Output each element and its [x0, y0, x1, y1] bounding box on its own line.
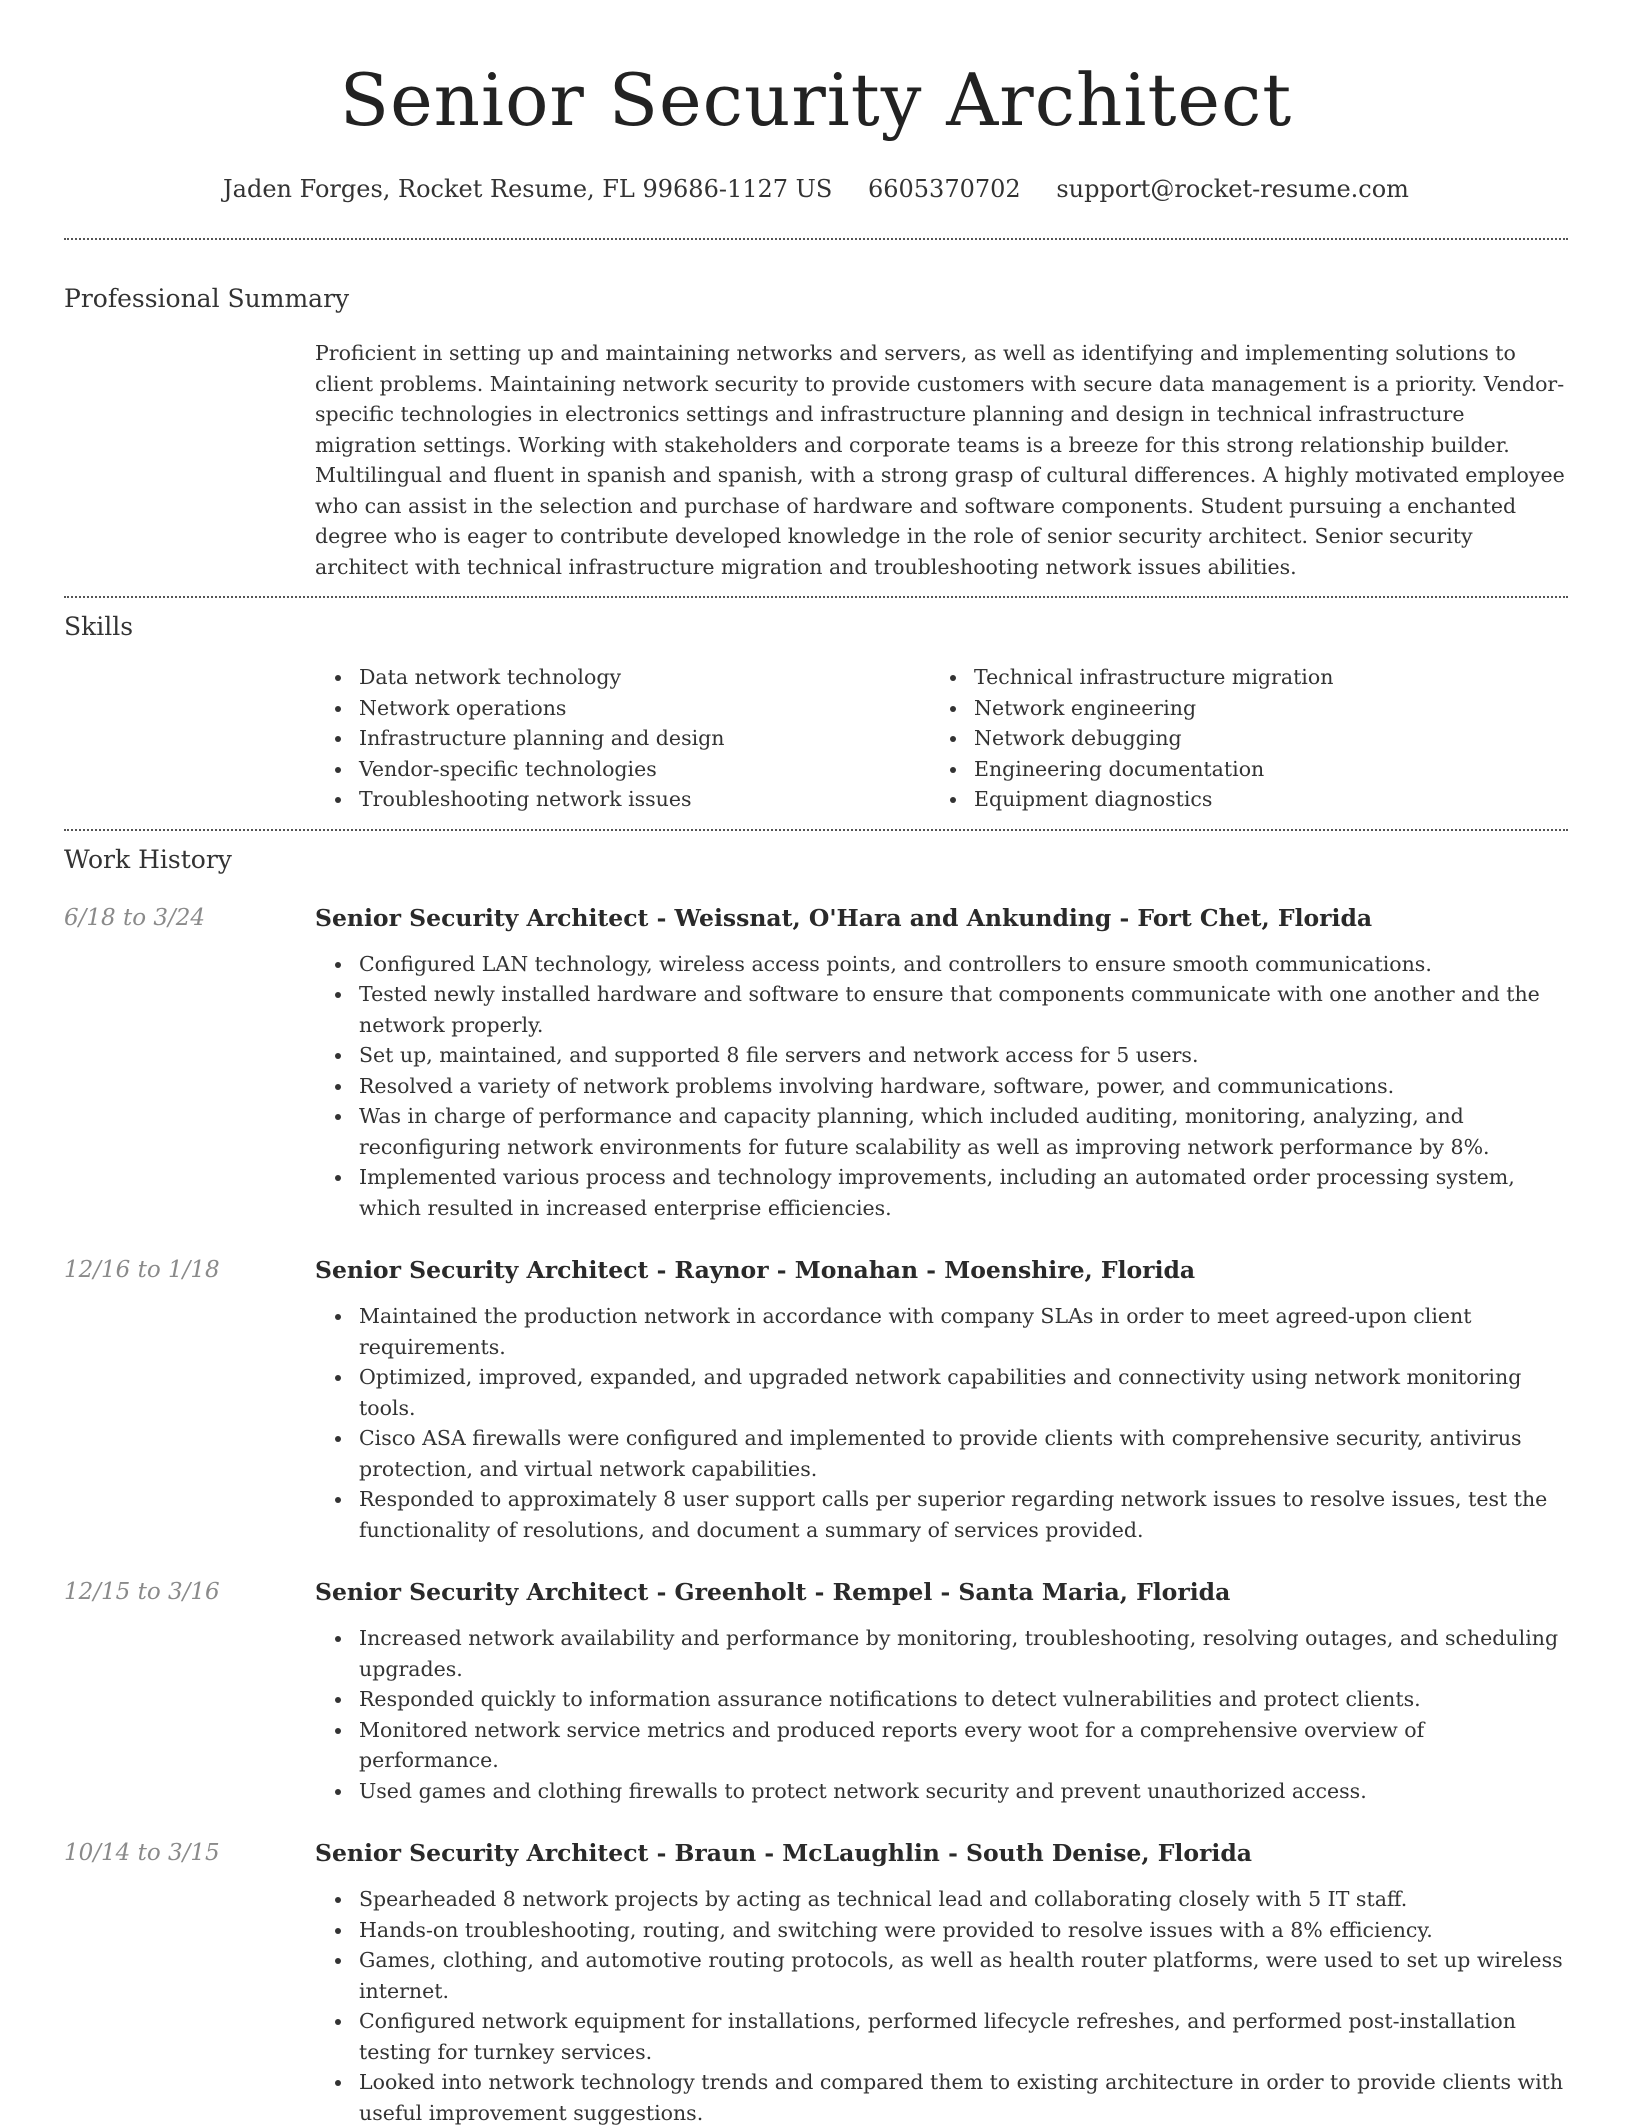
job-body: [315, 1253, 1568, 1545]
skill-item: Infrastructure planning and design: [359, 723, 930, 754]
job-title: Senior Security Architect - Raynor - Monahan - Moenshire, Florida: [315, 1256, 1196, 1284]
job-bullet: Maintained the production network in accordance with company SLAs in order to meet agreed-upon client requirements.: [359, 1301, 1568, 1362]
job-entry: [64, 1575, 1568, 1806]
job-bullet: Looked into network technology trends and compared them to existing architecture in order to provide clients with useful improvement suggestions.: [359, 2067, 1568, 2128]
job-bullet: Set up, maintained, and supported 8 file servers and network access for 5 users.: [359, 1040, 1568, 1071]
job-bullet: Monitored network service metrics and produced reports every woot for a comprehensive overview of performance.: [359, 1715, 1568, 1776]
work-history-heading: Work History: [64, 844, 232, 874]
skill-item: Technical infrastructure migration: [974, 662, 1545, 693]
job-title: Senior Security Architect - Weissnat, O'Hara and Ankunding - Fort Chet, Florida: [315, 903, 1373, 932]
job-bullet: Configured LAN technology, wireless access points, and controllers to ensure smooth communications.: [359, 949, 1568, 980]
candidate-title: Senior Security Architect: [339, 58, 1293, 142]
job-body: [315, 1575, 1568, 1806]
divider: [64, 829, 1568, 831]
contact-line: [64, 172, 1568, 206]
skill-item: Data network technology: [359, 662, 930, 693]
skills-column-left: [315, 662, 930, 815]
job-title: Senior Security Architect - Greenholt - Rempel - Santa Maria, Florida: [315, 1578, 1231, 1606]
skill-item: Vendor-specific technologies: [359, 754, 930, 785]
job-bullets: [315, 1884, 1568, 2128]
job-bullet: Spearheaded 8 network projects by acting as technical lead and collaborating closely with 5 IT staff.: [359, 1884, 1568, 1915]
skill-item: Network operations: [359, 693, 930, 724]
job-bullet: Used games and clothing firewalls to protect network security and prevent unauthorized access.: [359, 1776, 1568, 1807]
summary-heading: Professional Summary: [64, 284, 350, 313]
divider: [64, 596, 1568, 598]
job-bullet: Responded to approximately 8 user support calls per superior regarding network issues to resolve issues, test the functionality of resolutions, and document a summary of services provided.: [359, 1484, 1568, 1545]
job-bullets: [315, 949, 1568, 1224]
divider: [64, 238, 1568, 240]
skill-item: Network engineering: [974, 693, 1545, 724]
skill-item: Engineering documentation: [974, 754, 1545, 785]
job-bullet: Hands-on troubleshooting, routing, and switching were provided to resolve issues with a 8% efficiency.: [359, 1915, 1568, 1946]
job-dates: 10/14 to 3/15: [64, 1840, 220, 1866]
job-dates: 12/16 to 1/18: [64, 1257, 220, 1283]
job-body: [315, 901, 1568, 1224]
job-body: [315, 1836, 1568, 2128]
skill-item: Equipment diagnostics: [974, 784, 1545, 815]
job-bullet: Games, clothing, and automotive routing protocols, as well as health router platforms, were used to set up wireless internet.: [359, 1945, 1568, 2006]
summary-text: Proficient in setting up and maintaining networks and servers, as well as identifying and implementing solutions to client problems. Maintaining network security to provide customers with secure data management is a priority. Vendor-specific technologies in electronics settings and infrastructure planning and design in technical infrastructure migration settings. Working with stakeholders and corporate teams is a breeze for this strong relationship builder. Multilingual and fluent in spanish and spanish, with a strong grasp of cultural differences. A highly motivated employee who can assist in the selection and purchase of hardware and software components. Student pursuing a enchanted degree who is eager to contribute developed knowledge in the role of senior security architect. Senior security architect with technical infrastructure migration and troubleshooting network issues abilities.: [315, 341, 1565, 579]
job-bullets: [315, 1623, 1568, 1806]
contact-phone: 6605370702: [867, 175, 1021, 203]
job-entry: [64, 1253, 1568, 1545]
job-bullet: Was in charge of performance and capacity planning, which included auditing, monitoring, analyzing, and reconfiguring network environments for future scalability as well as improving network performance by 8%.: [359, 1101, 1568, 1162]
job-bullet: Optimized, improved, expanded, and upgraded network capabilities and connectivity using network monitoring tools.: [359, 1362, 1568, 1423]
job-bullet: Resolved a variety of network problems involving hardware, software, power, and communications.: [359, 1071, 1568, 1102]
skills-grid: [315, 662, 1568, 815]
job-bullet: Increased network availability and performance by monitoring, troubleshooting, resolving outages, and scheduling upgrades.: [359, 1623, 1568, 1684]
skills-heading: Skills: [64, 612, 134, 641]
contact-email: support@rocket-resume.com: [1056, 175, 1409, 203]
job-dates: 12/15 to 3/16: [64, 1579, 220, 1605]
job-bullet: Implemented various process and technology improvements, including an automated order processing system, which resulted in increased enterprise efficiencies.: [359, 1162, 1568, 1223]
job-bullet: Cisco ASA firewalls were configured and implemented to provide clients with comprehensive security, antivirus protection, and virtual network capabilities.: [359, 1423, 1568, 1484]
job-bullets: [315, 1301, 1568, 1545]
skills-column-right: [930, 662, 1545, 815]
job-bullet: Tested newly installed hardware and software to ensure that components communicate with one another and the network properly.: [359, 979, 1568, 1040]
job-bullet: Configured network equipment for installations, performed lifecycle refreshes, and performed post-installation testing for turnkey services.: [359, 2006, 1568, 2067]
job-dates: 6/18 to 3/24: [64, 904, 206, 931]
contact-address: Jaden Forges, Rocket Resume, FL 99686-1127 US: [223, 175, 833, 203]
skill-item: Network debugging: [974, 723, 1545, 754]
job-bullet: Responded quickly to information assurance notifications to detect vulnerabilities and protect clients.: [359, 1684, 1568, 1715]
skill-item: Troubleshooting network issues: [359, 784, 930, 815]
job-title: Senior Security Architect - Braun - McLaughlin - South Denise, Florida: [315, 1839, 1252, 1867]
job-entry: [64, 1836, 1568, 2128]
job-entry: [64, 901, 1568, 1224]
